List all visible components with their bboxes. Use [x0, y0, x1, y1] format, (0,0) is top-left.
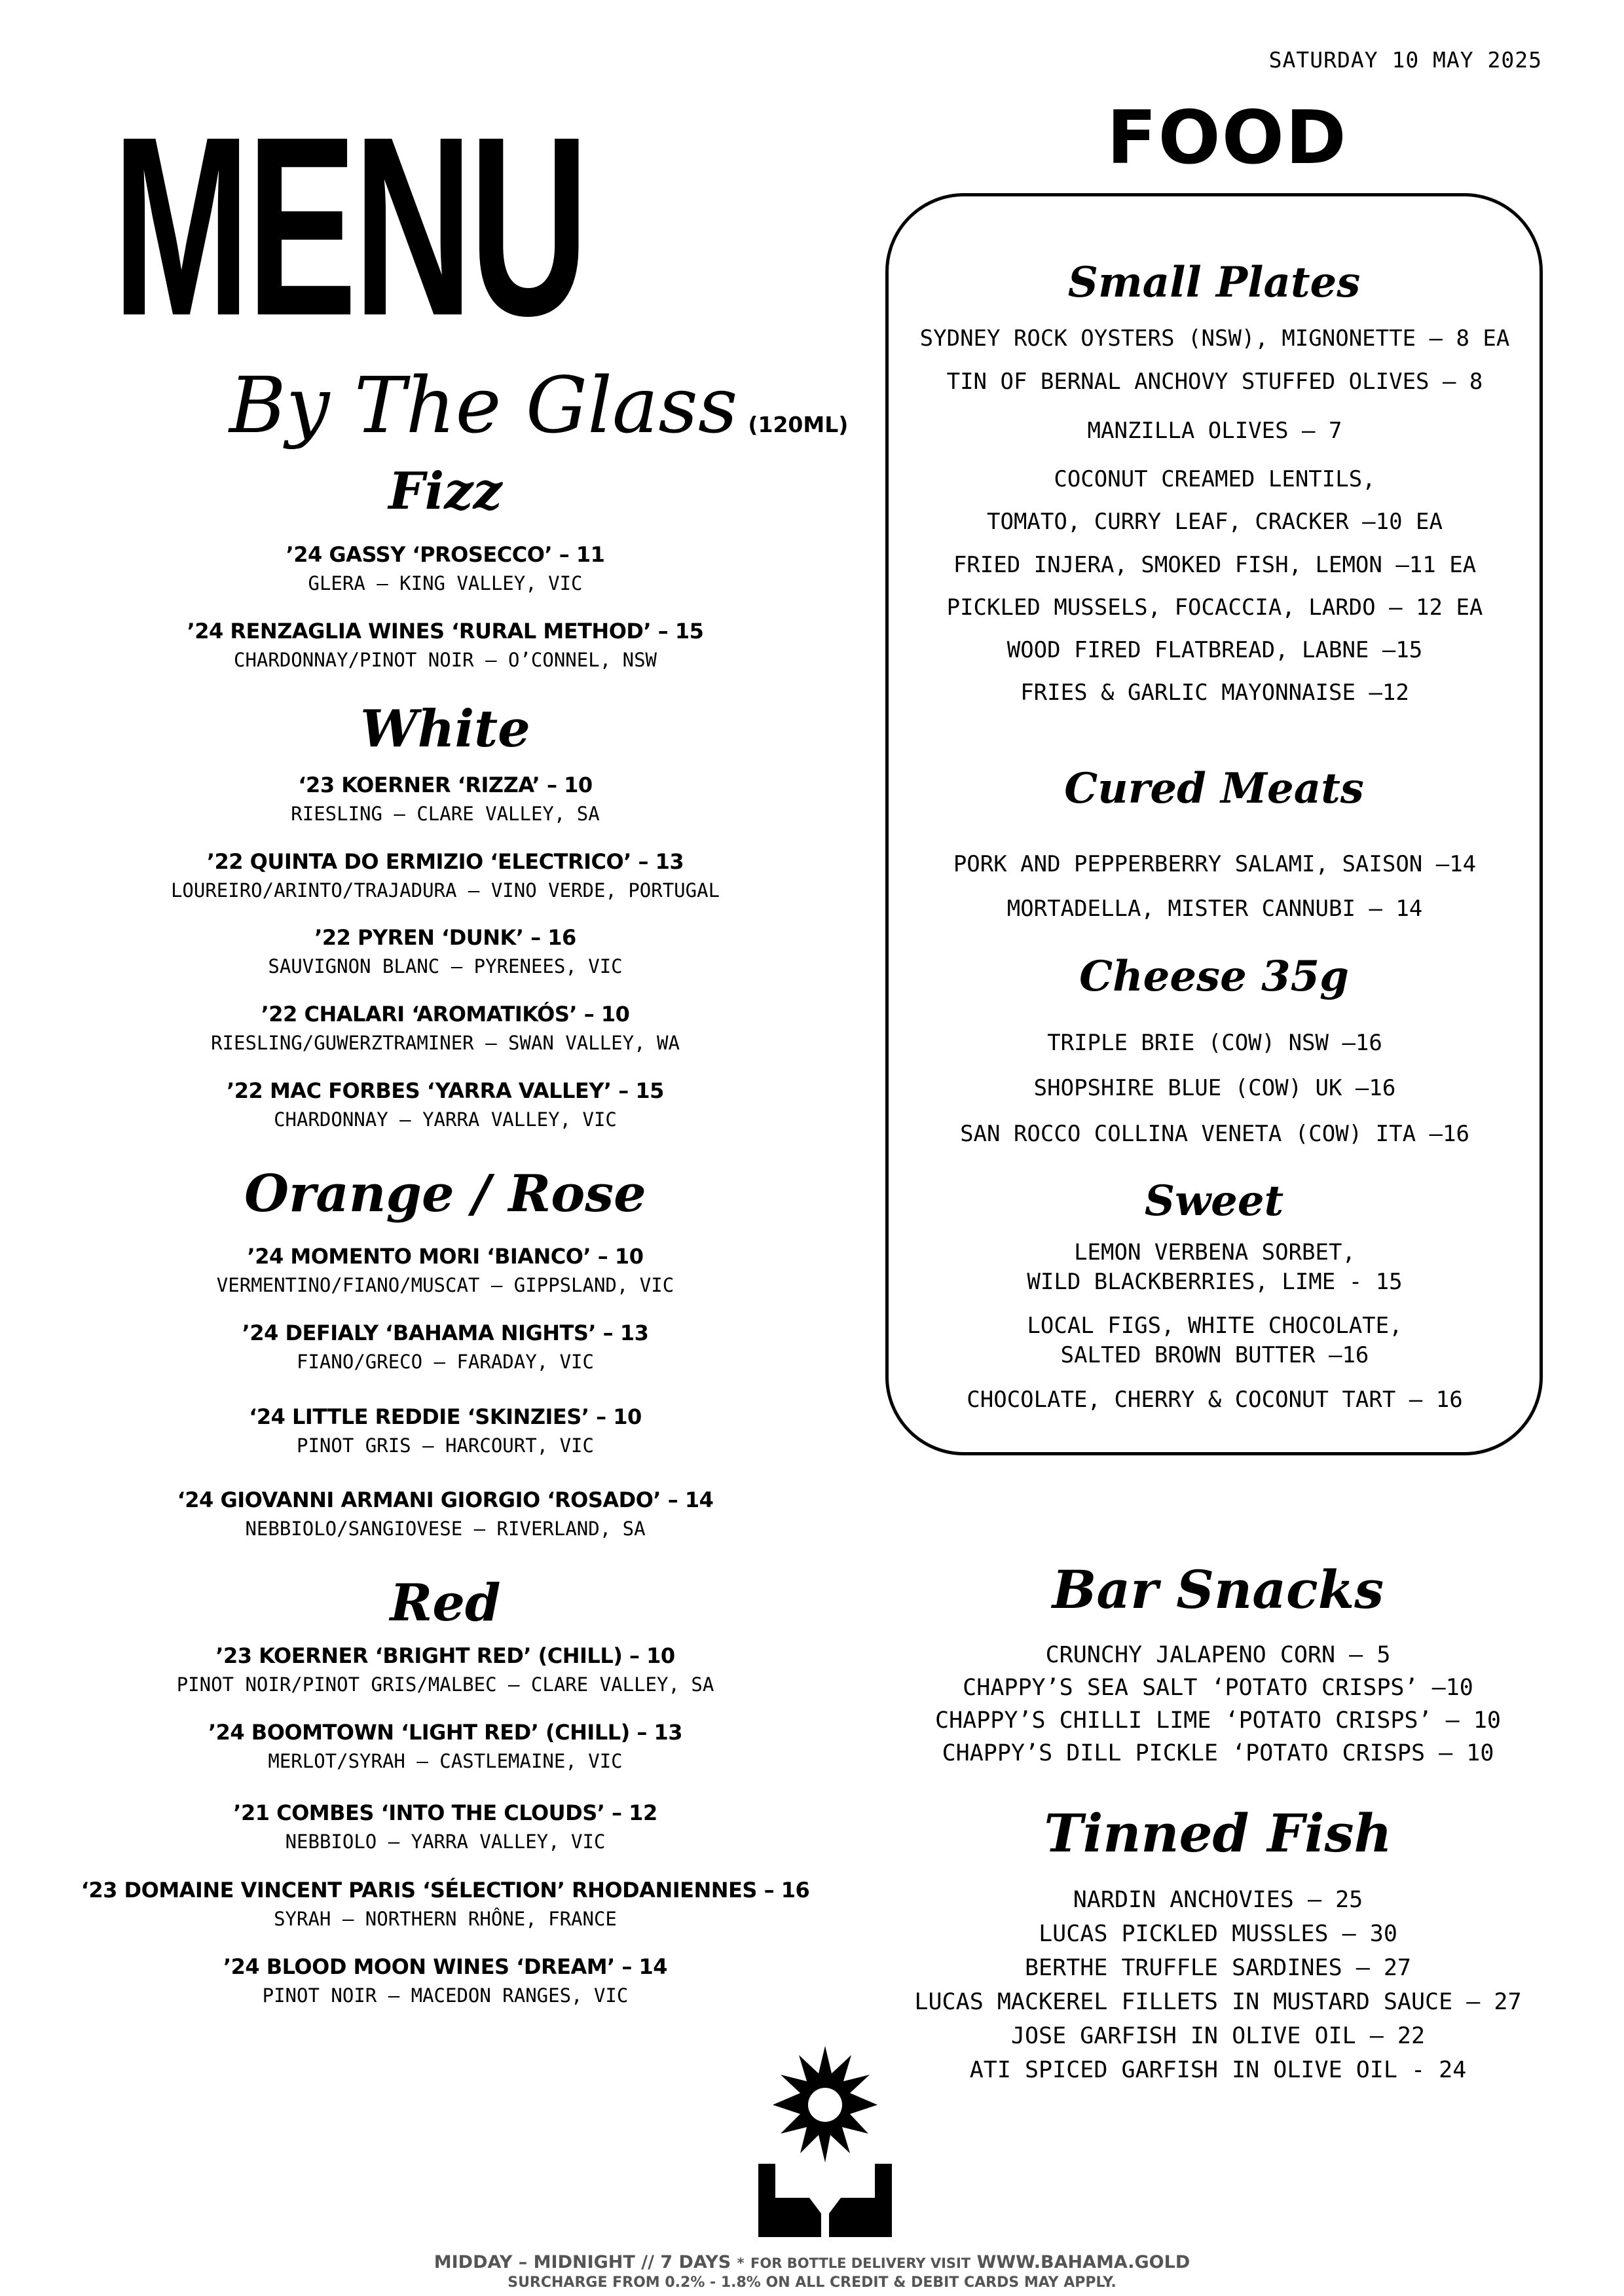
food-item: TRIPLE BRIE (COW) NSW —16 [1047, 1030, 1382, 1056]
wine-description: RIESLING — CLARE VALLEY, SA [291, 803, 600, 825]
wine-item [98, 1643, 792, 1696]
footer-info [0, 2252, 1624, 2272]
food-item: WOOD FIRED FLATBREAD, LABNE —15 [1006, 637, 1423, 663]
wine-section-heading-red: Red [390, 1573, 501, 1633]
snack-item: CHAPPY’S DILL PICKLE ‘POTATO CRISPS — 10 [942, 1740, 1494, 1766]
wine-description: LOUREIRO/ARINTO/TRAJADURA — VINO VERDE, PORTUGAL [170, 879, 720, 902]
food-item: CHOCOLATE, CHERRY & COCONUT TART — 16 [967, 1387, 1463, 1413]
food-item: FRIES & GARLIC MAYONNAISE —12 [1020, 680, 1409, 706]
food-heading-small-plates: Small Plates [1067, 258, 1361, 307]
wine-description: VERMENTINO/FIANO/MUSCAT — GIPPSLAND, VIC [216, 1274, 674, 1296]
tinned-fish-item: ATI SPICED GARFISH IN OLIVE OIL - 24 [969, 2057, 1467, 2083]
delivery-text: FOR BOTTLE DELIVERY VISIT [750, 2255, 971, 2271]
wine-description: CHARDONNAY — YARRA VALLEY, VIC [274, 1108, 617, 1131]
wine-description: RIESLING/GUWERZTRAMINER — SWAN VALLEY, WA [211, 1032, 680, 1054]
wine-name: ’24 MOMENTO MORI ‘BIANCO’ – 10 [247, 1244, 644, 1269]
food-item: TOMATO, CURRY LEAF, CRACKER —10 EA [987, 509, 1443, 535]
wine-name: ’22 PYREN ‘DUNK’ – 16 [314, 925, 576, 950]
food-item: LEMON VERBENA SORBET, [1074, 1239, 1356, 1266]
food-item: LOCAL FIGS, WHITE CHOCOLATE, [1027, 1313, 1403, 1339]
right-hand-shape [829, 2164, 892, 2237]
wine-description: PINOT NOIR/PINOT GRIS/MALBEC — CLARE VALLEY, SA [176, 1673, 714, 1696]
wine-name: ’24 BOOMTOWN ‘LIGHT RED’ (CHILL) – 13 [208, 1720, 683, 1745]
snack-item: CRUNCHY JALAPENO CORN — 5 [1045, 1642, 1391, 1668]
wine-description: PINOT NOIR — MACEDON RANGES, VIC [262, 1984, 629, 2007]
food-item: SHOPSHIRE BLUE (COW) UK —16 [1033, 1075, 1396, 1101]
food-item: FRIED INJERA, SMOKED FISH, LEMON —11 EA [953, 552, 1477, 578]
wine-item [98, 1244, 792, 1296]
wine-name: ‘23 KOERNER ‘RIZZA’ – 10 [298, 773, 593, 797]
wine-item [98, 1002, 792, 1054]
wine-item [98, 1720, 792, 1772]
opening-hours: MIDDAY – MIDNIGHT // 7 DAYS [434, 2252, 731, 2272]
wine-description: NEBBIOLO — YARRA VALLEY, VIC [285, 1831, 606, 1853]
wine-description: CHARDONNAY/PINOT NOIR — O’CONNEL, NSW [233, 649, 657, 671]
wine-item [98, 1321, 792, 1373]
food-item: SYDNEY ROCK OYSTERS (NSW), MIGNONETTE — 8 EA [919, 325, 1510, 352]
wine-description: PINOT GRIS — HARCOURT, VIC [297, 1434, 594, 1457]
wine-name: ’24 GASSY ‘PROSECCO’ – 11 [286, 542, 605, 567]
wine-section-heading-orange-rose: Orange / Rose [244, 1164, 646, 1224]
wine-description: NEBBIOLO/SANGIOVESE — RIVERLAND, SA [245, 1518, 646, 1540]
food-item: TIN OF BERNAL ANCHOVY STUFFED OLIVES — 8 [946, 369, 1483, 395]
wine-name: ’22 QUINTA DO ERMIZIO ‘ELECTRICO’ – 13 [206, 849, 684, 874]
wine-item [98, 1954, 792, 2007]
food-item: MORTADELLA, MISTER CANNUBI — 14 [1006, 896, 1423, 922]
wine-description: SAUVIGNON BLANC — PYRENEES, VIC [268, 955, 623, 977]
bar-snacks-heading: Bar Snacks [1052, 1559, 1384, 1620]
wine-name: ’24 BLOOD MOON WINES ‘DREAM’ – 14 [223, 1954, 668, 1979]
tinned-fish-heading: Tinned Fish [1044, 1802, 1392, 1864]
tinned-fish-item: LUCAS MACKEREL FILLETS IN MUSTARD SAUCE — 27 [914, 1989, 1522, 2015]
wine-description: SYRAH — NORTHERN RHÔNE, FRANCE [274, 1908, 617, 1930]
food-item: PORK AND PEPPERBERRY SALAMI, SAISON —14 [953, 851, 1477, 877]
wine-item [98, 1404, 792, 1457]
food-item: PICKLED MUSSELS, FOCACCIA, LARDO — 12 EA [946, 594, 1483, 621]
sun-center [808, 2088, 842, 2122]
wine-section-heading-white: White [360, 699, 530, 759]
left-hand-shape [758, 2164, 821, 2237]
food-item: WILD BLACKBERRIES, LIME - 15 [1027, 1269, 1403, 1295]
wine-name: ’21 COMBES ‘INTO THE CLOUDS’ – 12 [233, 1800, 657, 1825]
wine-name: ’24 RENZAGLIA WINES ‘RURAL METHOD’ – 15 [187, 619, 704, 644]
wine-name: ’22 CHALARI ‘AROMATIKÓS’ – 10 [261, 1002, 630, 1027]
food-heading-cheese: Cheese 35g [1079, 952, 1349, 1001]
food-item: SALTED BROWN BUTTER —16 [1060, 1342, 1369, 1368]
wine-name: ‘24 LITTLE REDDIE ‘SKINZIES’ – 10 [249, 1404, 642, 1429]
wine-item [98, 619, 792, 671]
food-heading-sweet: Sweet [1144, 1176, 1284, 1226]
wine-description: MERLOT/SYRAH — CASTLEMAINE, VIC [268, 1750, 623, 1772]
footer-asterisk: * [737, 2255, 745, 2271]
wine-name: ’23 KOERNER ‘BRIGHT RED’ (CHILL) – 10 [215, 1643, 675, 1668]
menu-date: SATURDAY 10 MAY 2025 [1268, 47, 1542, 73]
wine-item [98, 773, 792, 825]
food-item: SAN ROCCO COLLINA VENETA (COW) ITA —16 [960, 1121, 1469, 1147]
by-the-glass-title: By The Glass [229, 360, 738, 450]
wine-item [79, 1878, 812, 1930]
wine-item [98, 849, 792, 902]
tinned-fish-item: NARDIN ANCHOVIES — 25 [1073, 1887, 1363, 1913]
food-title: FOOD [1107, 96, 1348, 181]
food-item: MANZILLA OLIVES — 7 [1087, 418, 1342, 444]
food-item: COCONUT CREAMED LENTILS, [1054, 466, 1376, 492]
wine-description: GLERA — KING VALLEY, VIC [308, 572, 583, 594]
wine-item [98, 1487, 792, 1540]
menu-title: MENU [113, 82, 585, 369]
snack-item: CHAPPY’S SEA SALT ‘POTATO CRISPS’ —10 [963, 1675, 1473, 1701]
snack-item: CHAPPY’S CHILLI LIME ‘POTATO CRISPS’ — 10 [935, 1707, 1501, 1734]
by-the-glass-heading [229, 360, 848, 450]
tinned-fish-item: JOSE GARFISH IN OLIVE OIL — 22 [1010, 2023, 1426, 2049]
wine-item [98, 925, 792, 977]
wine-section-heading-fizz: Fizz [388, 462, 502, 521]
food-heading-cured-meats: Cured Meats [1064, 764, 1364, 813]
sun-hands-icon [753, 2046, 897, 2242]
website-link[interactable]: WWW.BAHAMA.GOLD [976, 2252, 1190, 2272]
surcharge-notice: SURCHARGE FROM 0.2% - 1.8% ON ALL CREDIT & DEBIT CARDS MAY APPLY. [507, 2274, 1116, 2291]
wine-name: ’22 MAC FORBES ‘YARRA VALLEY’ – 15 [227, 1078, 664, 1103]
wine-name: ‘23 DOMAINE VINCENT PARIS ‘SÉLECTION’ RHODANIENNES – 16 [81, 1878, 810, 1903]
wine-item [98, 1800, 792, 1853]
wine-description: FIANO/GRECO — FARADAY, VIC [297, 1351, 594, 1373]
tinned-fish-item: LUCAS PICKLED MUSSLES — 30 [1039, 1921, 1397, 1947]
wine-item [98, 542, 792, 594]
tinned-fish-item: BERTHE TRUFFLE SARDINES — 27 [1024, 1955, 1411, 1981]
wine-item [98, 1078, 792, 1131]
wine-name: ‘24 GIOVANNI ARMANI GIORGIO ‘ROSADO’ – 14 [177, 1487, 714, 1512]
by-the-glass-volume: (120ML) [748, 412, 849, 437]
wine-name: ’24 DEFIALY ‘BAHAMA NIGHTS’ – 13 [242, 1321, 649, 1345]
